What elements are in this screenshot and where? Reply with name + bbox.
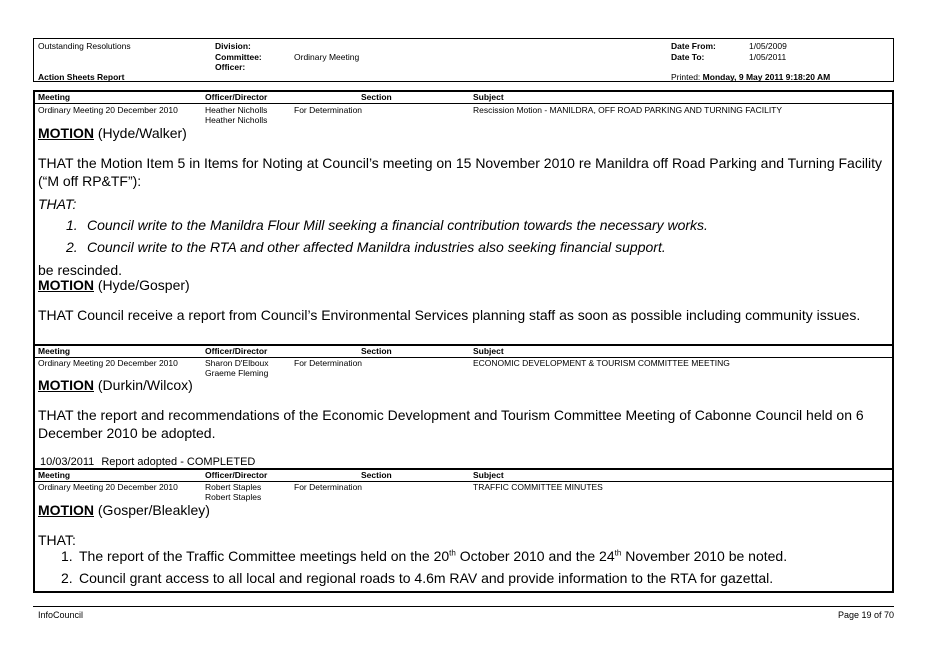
- action-text: Report adopted - COMPLETED: [101, 456, 256, 468]
- col-section: Section: [361, 346, 392, 356]
- rescinded-text: be rescinded.: [38, 262, 123, 278]
- record-subject: Rescission Motion - MANILDRA, OFF ROAD PARKING AND TURNING FACILITY: [473, 105, 783, 115]
- record-meeting: Ordinary Meeting 20 December 2010: [38, 358, 178, 368]
- col-officer: Officer/Director: [205, 92, 268, 102]
- motion-movers: (Hyde/Gosper): [94, 277, 190, 293]
- date-from-value: 1/05/2009: [749, 41, 787, 51]
- record-section: For Determination: [294, 358, 363, 368]
- record-subject: TRAFFIC COMMITTEE MINUTES: [473, 482, 603, 492]
- record-section: For Determination: [294, 105, 363, 115]
- list-item: Council grant access to all local and regional roads to 4.6m RAV and provide information to the RTA for gazettal.: [79, 570, 774, 586]
- record-section: For Determination: [294, 482, 363, 492]
- motion-text: THAT Council receive a report from Council’s Environmental Services planning staff as soon as possible including community issues.: [38, 307, 861, 323]
- motion-label: MOTION: [38, 277, 94, 293]
- page-number: Page 19 of 70: [837, 610, 894, 620]
- record-director: Robert Staples: [205, 492, 262, 502]
- motion-heading: [38, 277, 190, 293]
- date-from-label: Date From:: [671, 41, 716, 51]
- list-item: The report of the Traffic Committee meetings held on the 20th October 2010 and the 24th November 2010 be noted.: [79, 548, 788, 564]
- motion-movers: (Durkin/Wilcox): [94, 377, 193, 393]
- record-meeting: Ordinary Meeting 20 December 2010: [38, 482, 178, 492]
- committee-label: Committee:: [215, 52, 262, 62]
- motion-heading: [38, 125, 187, 141]
- record-director: Heather Nicholls: [205, 115, 268, 125]
- col-subject: Subject: [473, 92, 504, 102]
- column-header-row: [35, 344, 892, 358]
- motion-label: MOTION: [38, 125, 94, 141]
- motion-heading: [38, 502, 210, 518]
- footer-divider: [33, 606, 894, 607]
- record-officer: Heather Nicholls: [205, 105, 268, 115]
- col-officer: Officer/Director: [205, 470, 268, 480]
- motion-movers: (Gosper/Bleakley): [94, 502, 210, 518]
- printed-stamp: [671, 72, 830, 82]
- column-header-row: [35, 92, 892, 104]
- date-to-value: 1/05/2011: [749, 52, 787, 62]
- motion-label: MOTION: [38, 377, 94, 393]
- that-label: THAT:: [38, 196, 77, 212]
- list-number: 2.: [66, 239, 78, 255]
- record-officer: Sharon D'Elboux: [205, 358, 269, 368]
- motion-text: THAT the Motion Item 5 in Items for Noting at Council’s meeting on 15 November 2010 re Manildra off Road Parking and Turning Facility (“M off RP&TF”):: [38, 155, 883, 189]
- col-section: Section: [361, 470, 392, 480]
- officer-label: Officer:: [215, 62, 246, 72]
- action-date: 10/03/2011: [40, 456, 95, 468]
- printed-label: Printed:: [671, 72, 701, 82]
- motion-text: THAT the report and recommendations of the Economic Development and Tourism Committee Meeting of Cabonne Council held on 6 December 2010 be adopted.: [38, 407, 864, 441]
- list-number: 1.: [61, 548, 73, 564]
- record-subject: ECONOMIC DEVELOPMENT & TOURISM COMMITTEE MEETING: [473, 358, 730, 368]
- date-to-label: Date To:: [671, 52, 705, 62]
- motion-heading: [38, 377, 193, 393]
- col-meeting: Meeting: [38, 92, 71, 102]
- motion-movers: (Hyde/Walker): [94, 125, 187, 141]
- footer-app-name: InfoCouncil: [38, 610, 84, 620]
- col-meeting: Meeting: [38, 470, 71, 480]
- printed-value: Monday, 9 May 2011 9:18:20 AM: [702, 72, 831, 82]
- record-officer: Robert Staples: [205, 482, 262, 492]
- committee-value: Ordinary Meeting: [294, 52, 360, 62]
- col-officer: Officer/Director: [205, 346, 268, 356]
- record-meeting: Ordinary Meeting 20 December 2010: [38, 105, 178, 115]
- col-section: Section: [361, 92, 392, 102]
- report-type: Action Sheets Report: [38, 72, 125, 82]
- col-meeting: Meeting: [38, 346, 71, 356]
- list-item: Council write to the RTA and other affected Manildra industries also seeking financial support.: [87, 239, 666, 255]
- record-director: Graeme Fleming: [205, 368, 269, 378]
- list-number: 1.: [66, 217, 78, 233]
- list-item: Council write to the Manildra Flour Mill seeking a financial contribution towards the necessary works.: [87, 217, 708, 233]
- motion-label: MOTION: [38, 502, 94, 518]
- col-subject: Subject: [473, 346, 504, 356]
- column-header-row: [35, 468, 892, 482]
- list-number: 2.: [61, 570, 73, 586]
- that-label: THAT:: [38, 532, 76, 548]
- report-name: Outstanding Resolutions: [38, 41, 131, 51]
- col-subject: Subject: [473, 470, 504, 480]
- division-label: Division:: [215, 41, 251, 51]
